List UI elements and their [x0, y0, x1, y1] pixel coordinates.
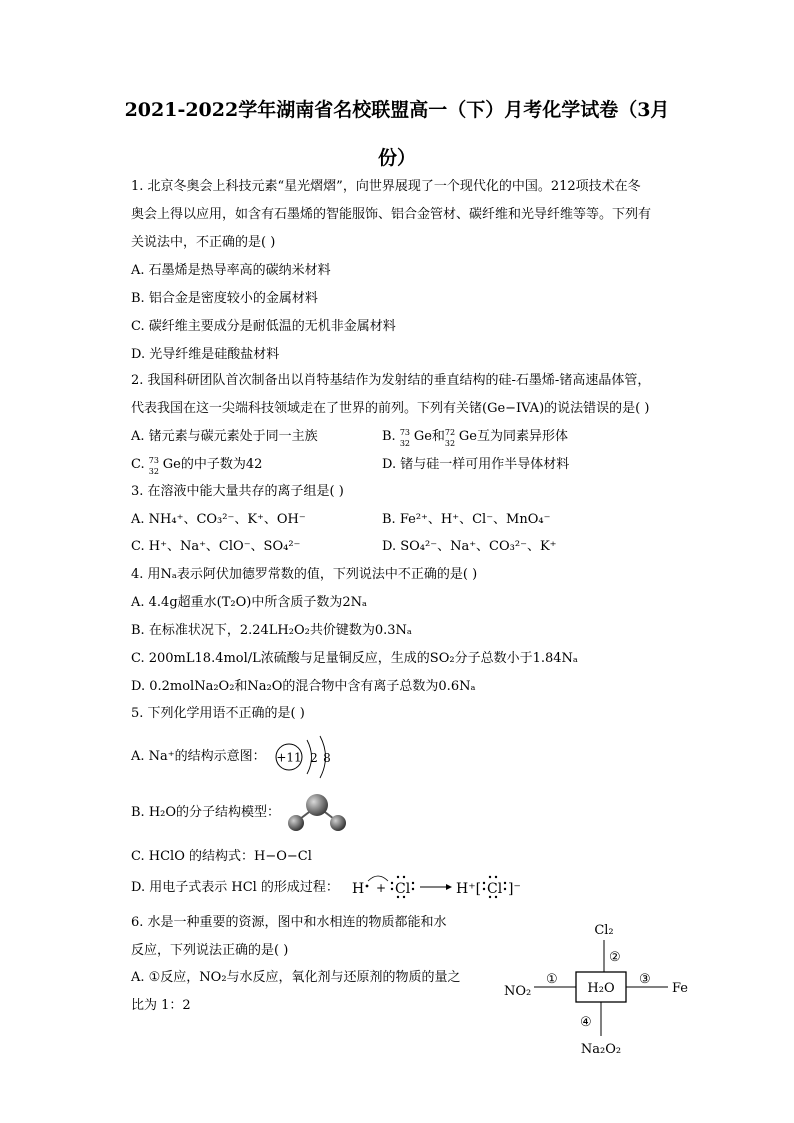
right-substance-fe: Fe — [672, 981, 689, 996]
title-line-2: 份） — [377, 147, 416, 169]
q4-option-a: A. 4.4g超重水(T₂O)中所含质子数为2Nₐ — [131, 595, 367, 610]
bottom-substance-na2o2: Na₂O₂ — [580, 1042, 622, 1057]
product-bracket-end: ]⁻ — [508, 881, 521, 897]
q1-option-a: A. 石墨烯是热导率高的碳纳米材料 — [131, 263, 331, 278]
hydrogen-atom — [288, 815, 304, 831]
q2-stem-line1: 2. 我国科研团队首次制备出以肖特基结作为发射结的垂直结构的硅-石墨烯-锗高速晶体管， — [131, 373, 651, 388]
label-2: ② — [609, 950, 621, 965]
q6-stem-line2: 反应，下列说法正确的是( ) — [131, 943, 289, 958]
isotope-ge73: 73 32 — [399, 428, 411, 448]
label-3: ③ — [639, 972, 651, 987]
q5-option-c: C. HClO 的结构式：H−O−Cl — [131, 849, 312, 864]
label-4: ④ — [580, 1015, 592, 1030]
svg-text:+: + — [376, 881, 387, 895]
sodium-ion-structure-diagram — [272, 734, 342, 780]
label-1: ① — [546, 972, 558, 987]
isotope-ge72: 72 32 — [444, 428, 456, 448]
hcl-electron-formation-diagram — [348, 873, 523, 903]
q3-option-b: B. Fe²⁺、H⁺、Cl⁻、MnO₄⁻ — [382, 512, 551, 527]
water-molecule-model — [282, 790, 352, 838]
q5-stem: 5. 下列化学用语不正确的是( ) — [131, 706, 305, 721]
q6-option-a-line1: A. ①反应，NO₂与水反应，氧化剂与还原剂的物质的量之 — [131, 970, 461, 985]
hydrogen-symbol: H — [352, 881, 365, 897]
q4-option-d: D. 0.2molNa₂O₂和Na₂O的混合物中含有离子总数为0.6Nₐ — [131, 679, 476, 694]
q2-option-d: D. 锗与硅一样可用作半导体材料 — [382, 457, 570, 472]
q1-option-d: D. 光导纤维是硅酸盐材料 — [131, 347, 280, 362]
q4-option-b: B. 在标准状况下，2.24LH₂O₂共价键数为0.3Nₐ — [131, 623, 412, 638]
product-chlorine-symbol: Cl — [487, 881, 503, 897]
q3-option-c: C. H⁺、Na⁺、ClO⁻、SO₄²⁻ — [131, 539, 301, 554]
center-h2o: H₂O — [587, 981, 615, 996]
nucleus-charge: +11 — [276, 750, 302, 765]
q6-option-a-line2: 比为 1：2 — [131, 998, 191, 1013]
shell-1-electrons: 2 — [310, 751, 318, 765]
q6-stem-line1: 6. 水是一种重要的资源，图中和水相连的物质都能和水 — [131, 915, 447, 930]
q1-stem-line2: 奥会上得以应用，如含有石墨烯的智能服饰、铝合金管材、碳纤维和光导纤维等等。下列有 — [131, 207, 652, 222]
q5-option-d-label: D. 用电子式表示 HCl 的形成过程： — [131, 880, 339, 895]
top-substance-cl2: Cl₂ — [594, 923, 614, 938]
q5-option-a-label: A. Na⁺的结构示意图： — [131, 749, 266, 764]
q1-stem-line3: 关说法中，不正确的是( ) — [131, 235, 276, 250]
q3-stem: 3. 在溶液中能大量共存的离子组是( ) — [131, 484, 344, 499]
hydrogen-atom — [330, 815, 346, 831]
title-line-1: 2021-2022学年湖南省名校联盟高一（下）月考化学试卷（3月 — [124, 99, 670, 121]
left-substance-no2: NO₂ — [504, 984, 532, 999]
q4-stem: 4. 用Nₐ表示阿伏加德罗常数的值，下列说法中不正确的是( ) — [131, 567, 478, 582]
water-reaction-diagram — [496, 912, 716, 1062]
q3-option-d: D. SO₄²⁻、Na⁺、CO₃²⁻、K⁺ — [382, 539, 557, 554]
q2-option-b: B. 73 32 Ge和 72 32 Ge互为同素异形体 — [382, 428, 569, 448]
q1-stem-line1: 1. 北京冬奥会上科技元素“星光熠熠”，向世界展现了一个现代化的中国。212项技术在冬 — [131, 179, 641, 194]
q2-stem-line2: 代表我国在这一尖端科技领域走在了世界的前列。下列有关锗(Ge−IVA)的说法错误的是( ) — [131, 401, 650, 416]
q1-option-c: C. 碳纤维主要成分是耐低温的无机非金属材料 — [131, 319, 396, 334]
page-title — [90, 86, 704, 182]
isotope-ge73-c: 73 32 — [148, 456, 159, 476]
q1-option-b: B. 铝合金是密度较小的金属材料 — [131, 291, 318, 306]
chlorine-symbol: Cl — [395, 881, 411, 897]
q3-option-a: A. NH₄⁺、CO₃²⁻、K⁺、OH⁻ — [131, 512, 306, 527]
shell-2-electrons: 8 — [323, 751, 331, 765]
oxygen-atom — [306, 794, 328, 816]
q2-option-c: C. 73 32 Ge的中子数为42 — [131, 456, 263, 476]
q4-option-c: C. 200mL18.4mol/L浓硫酸与足量铜反应，生成的SO₂分子总数小于1.84Nₐ — [131, 651, 578, 666]
q5-option-b-label: B. H₂O的分子结构模型： — [131, 805, 281, 820]
product-h-bracket: H⁺[ — [456, 881, 482, 897]
q2-option-a: A. 锗元素与碳元素处于同一主族 — [131, 429, 318, 444]
